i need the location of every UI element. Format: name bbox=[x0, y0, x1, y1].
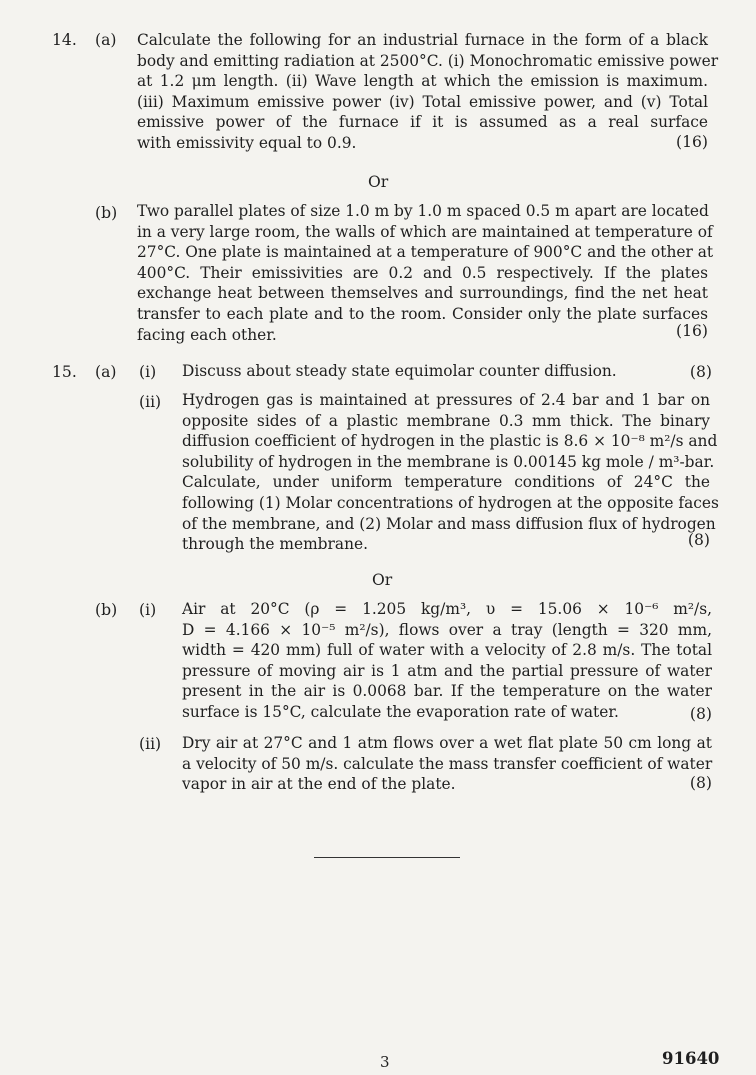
text-line: width = 420 mm) full of water with a velocity of 2.8 m/s. The total bbox=[182, 641, 712, 660]
end-of-paper-rule bbox=[314, 857, 460, 858]
text-line: Calculate, under uniform temperature conditions of 24°C the bbox=[182, 473, 710, 492]
q15b-i-label: (i) bbox=[139, 601, 157, 619]
text-line: following (1) Molar concentrations of hydrogen at the opposite faces bbox=[182, 493, 719, 512]
text-line: solubility of hydrogen in the membrane is 0.00145 kg mole / m³-bar. bbox=[182, 452, 715, 471]
text-line: Dry air at 27°C and 1 atm flows over a wet flat plate 50 cm long at bbox=[182, 734, 712, 752]
text-line: a velocity of 50 m/s. calculate the mass transfer coefficient of water bbox=[182, 754, 713, 773]
text-line: pressure of moving air is 1 atm and the partial pressure of water bbox=[182, 661, 712, 680]
q14a-marks: (16) bbox=[675, 133, 708, 151]
q15b-label: (b) bbox=[95, 601, 118, 619]
q14a-text bbox=[137, 30, 719, 154]
text-line: facing each other. bbox=[137, 325, 277, 344]
text-line: surface is 15°C, calculate the evaporation rate of water. bbox=[182, 702, 619, 721]
text-line: transfer to each plate and to the room. Consider only the plate surfaces bbox=[137, 304, 708, 323]
paper-code: 91640 bbox=[662, 1049, 720, 1068]
text-line: present in the air is 0.0068 bar. If the temperature on the water bbox=[182, 682, 712, 701]
q15a-ii-label: (ii) bbox=[139, 393, 162, 411]
text-line: (iii) Maximum emissive power (iv) Total emissive power, and (v) Total bbox=[137, 92, 708, 111]
q14b-label: (b) bbox=[95, 204, 118, 222]
text-line: emissive power of the furnace if it is assumed as a real surface bbox=[137, 113, 708, 132]
or-separator: Or bbox=[368, 173, 389, 191]
text-line: of the membrane, and (2) Molar and mass diffusion flux of hydrogen bbox=[182, 514, 716, 533]
q15a-label: (a) bbox=[95, 363, 117, 381]
text-line: at 1.2 μm length. (ii) Wave length at which the emission is maximum. bbox=[137, 72, 708, 91]
q15b-i-marks: (8) bbox=[689, 705, 712, 723]
q15b-ii-label: (ii) bbox=[139, 735, 162, 753]
text-line: Air at 20°C (ρ = 1.205 kg/m³, υ = 15.06 × 10⁻⁶ m²/s, bbox=[182, 600, 712, 618]
q15a-i-label: (i) bbox=[139, 363, 157, 381]
page-number: 3 bbox=[380, 1053, 390, 1071]
text-line: 27°C. One plate is maintained at a temperature of 900°C and the other at bbox=[137, 243, 714, 262]
text-line: Calculate the following for an industrial furnace in the form of a black bbox=[137, 31, 708, 49]
q14b-text bbox=[137, 201, 714, 345]
text-line: 400°C. Their emissivities are 0.2 and 0.5 respectively. If the plates bbox=[137, 263, 708, 282]
q15b-ii-marks: (8) bbox=[689, 774, 712, 792]
q15a-i-marks: (8) bbox=[689, 363, 712, 381]
text-line: diffusion coefficient of hydrogen in the plastic is 8.6 × 10⁻⁸ m²/s and bbox=[182, 432, 718, 451]
text-line: exchange heat between themselves and surroundings, find the net heat bbox=[137, 284, 708, 303]
q15a-ii-marks: (8) bbox=[687, 531, 710, 549]
q15b-ii-text bbox=[182, 733, 712, 795]
q15a-i-text bbox=[182, 361, 652, 382]
or-separator: Or bbox=[372, 571, 393, 589]
text-line: Discuss about steady state equimolar counter diffusion. bbox=[182, 362, 617, 380]
text-line: with emissivity equal to 0.9. bbox=[137, 133, 357, 152]
text-line: in a very large room, the walls of which are maintained at temperature of bbox=[137, 222, 713, 241]
question-15-number: 15. bbox=[52, 363, 77, 381]
text-line: through the membrane. bbox=[182, 535, 368, 554]
q15b-i-text bbox=[182, 599, 712, 723]
q15a-ii-text bbox=[182, 390, 719, 555]
text-line: Hydrogen gas is maintained at pressures of 2.4 bar and 1 bar on bbox=[182, 391, 710, 409]
q14b-marks: (16) bbox=[675, 322, 708, 340]
question-14-number: 14. bbox=[52, 31, 77, 49]
text-line: Two parallel plates of size 1.0 m by 1.0 m spaced 0.5 m apart are located bbox=[137, 202, 709, 220]
text-line: opposite sides of a plastic membrane 0.3 mm thick. The binary bbox=[182, 411, 710, 430]
text-line: D = 4.166 × 10⁻⁵ m²/s), flows over a tray (length = 320 mm, bbox=[182, 620, 712, 639]
text-line: body and emitting radiation at 2500°C. (i) Monochromatic emissive power bbox=[137, 51, 719, 70]
q14a-label: (a) bbox=[95, 31, 117, 49]
text-line: vapor in air at the end of the plate. bbox=[182, 775, 456, 794]
